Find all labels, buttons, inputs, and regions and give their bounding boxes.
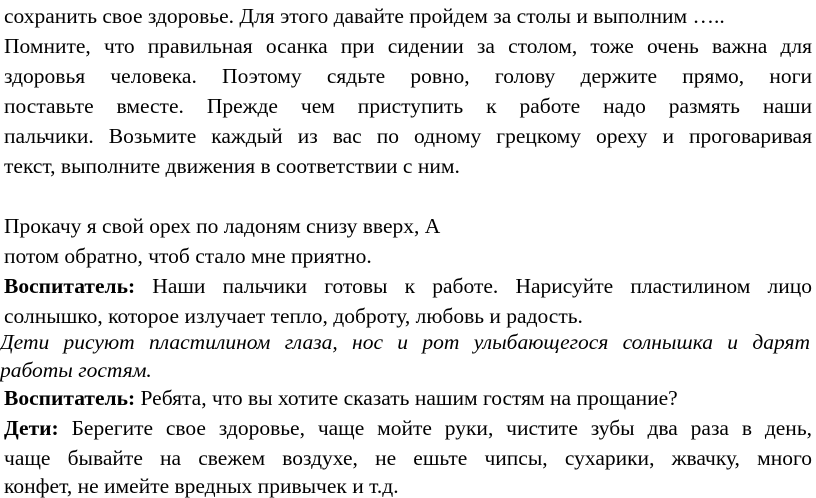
teacher1-text: Наши пальчики готовы к работе. Нарисуйте пластилином лицо [135,274,812,298]
children-line1 [4,414,812,442]
stage-direction-line2: работы гостям. [0,358,152,382]
teacher1-line2: солнышко, которое излучает тепло, доброту, любовь и радость. [4,304,583,328]
poem-line1: Прокачу я свой орех по ладоням снизу вверх, А [4,214,441,238]
paragraph1-line2: Помните, что правильная осанка при сидении за столом, тоже очень важна для [4,34,812,58]
stage-direction-line1: Дети рисуют пластилином глаза, нос и рот улыбающегося солнышка и дарят [0,330,810,354]
poem-line2: потом обратно, чтоб стало мне приятно. [4,244,372,268]
paragraph1-line5: пальчики. Возьмите каждый из вас по одному грецкому ореху и проговаривая [4,124,812,148]
teacher1-line1 [4,272,812,300]
paragraph1-line3: здоровья человека. Поэтому сядьте ровно, голову держите прямо, ноги [4,64,812,88]
paragraph1-line4: поставьте вместе. Прежде чем приступить к работе надо размять наши [4,94,812,118]
paragraph1-line1: сохранить свое здоровье. Для этого давайте пройдем за столы и выполним ….. [4,4,725,28]
children-line2: чаще бывайте на свежем воздухе, не ешьте чипсы, сухарики, жвачку, много [4,446,812,470]
teacher2-text: Ребята, что вы хотите сказать нашим гостям на прощание? [135,386,678,410]
teacher2-line [4,384,678,412]
speaker-label: Дети: [4,416,59,440]
children-line3: конфет, не имейте вредных привычек и т.д. [4,474,399,498]
paragraph1-line6: текст, выполните движения в соответствии с ним. [4,154,460,178]
speaker-label: Воспитатель: [4,386,136,410]
children-text: Берегите свое здоровье, чаще мойте руки, чистите зубы два раза в день, [58,416,812,440]
speaker-label: Воспитатель: [4,274,136,298]
